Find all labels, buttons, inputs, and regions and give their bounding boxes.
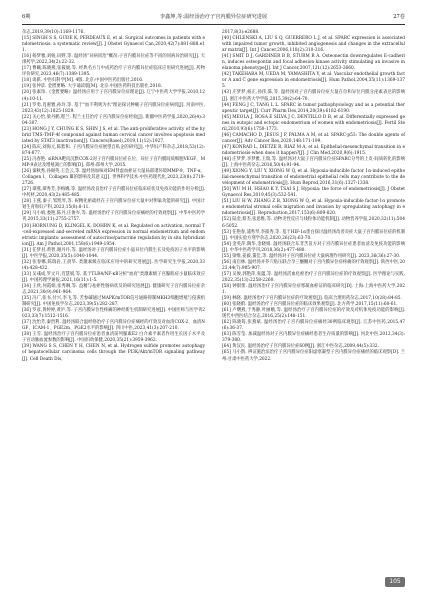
reference-entry: 杂志,2019,39(10):1169-1176. xyxy=(22,30,85,35)
reference-entry: [28] 王燕,秦子,邹凯琴,等. 祝精化瘀疏经在子宫内膜异位症大鼠中对卵巢功能的研究[J]. 中国计划生育和妇产科,2023,15(8):8-11. xyxy=(22,199,205,211)
reference-entry: [29] 马小娟,娄艳,陈丹,庄俊岑,等. 温经汤治疗子宫内膜异位症痛经的疗效观察[J]. 中华中医药学刊,2015,33(11):2755-2757. xyxy=(22,211,205,223)
header-rule xyxy=(22,24,405,25)
reference-entry: [37] 沈怡芳,秦贵利. 温经汤联合温经络治疗子宫内膜异位症痛经的疗效及对血清COX-2、血清NGF、ICAM-1、PGE2m、PGE2水平的影响[J]. 四川中医,2023,41(3):207-210. xyxy=(22,320,205,332)
reference-entry: 2017,8(3):e2688. xyxy=(222,30,260,35)
reference-entry: [30] HORNUNG D, KLINGEL K, DOHRN K, et al. Regulated on activation, normal T-cell-expressed and-secreted mRNA expression in normal endometrium and endometriotic implants: assessment of autocrine/paracrine regulation by in situ hybridization[J]. Am J Pathol,2001,158(6):1949-1954. xyxy=(22,223,205,247)
reference-entry: [39] WANG S S, CHEN Y H, CHEN N, et al. Hydrogen sulfide promotes autophagy of hepatocellular carcinoma cells through the PI3K/Akt/mTOR signaling pathway[J]. Cell Death Dis, xyxy=(22,344,205,362)
reference-entry: [62] 陈晓筠,张燕斌. 温经汤治疗子宫内膜异位症痛经30例临床观察[J]. 江苏中医药,2015,47(6):36-37. xyxy=(222,320,405,332)
reference-entry: [48] 庄梦梦,李梦雅,王瑞,等. 温经汤对大鼠子宫内膜异位症SPARC分导的上皮-间质转化的影响[J]. 上海中医药杂志,2016,50(4):91-94. xyxy=(222,156,405,169)
reference-column-right xyxy=(222,30,405,363)
reference-entry: [40] CHLENSKI A, LIU S Q, GUERRERO L J, et al. SPARC expression is associated with impaired tumor growth, inhibited angiogenesis and changes in the extracellular matrix[J]. Int J Cancer,2006,118(2):310-316. xyxy=(222,36,405,54)
reference-entry: [22] 关心怡,梁丹鹤,程兰. 程兰主任治疗子宫内膜异位症经验[J]. 新疆中医药学报,2020,26(4):304-307. xyxy=(22,114,205,126)
reference-entry: [55] 梁维,姜毅,董佳,等. 温经汤对子宫内膜异位症大鼠病理作用研究[J]. 2023,36(36):27-30. xyxy=(222,253,401,259)
page-number: 105 xyxy=(385,577,405,587)
reference-entry: [56] 南启林. 温经汤并芥穴贴压联合孕三醚酮对子宫内膜异位症疼痛的疗效观察[J]. 陕西中医,2023,44(7):905-907. xyxy=(222,259,405,271)
reference-entry: [58] 钟甜蕾. 温经汤治疗子宫内膜异位症寒凝血瘀证的临床研究[D]. 上海:上海中医药大学,2021. xyxy=(222,283,405,296)
reference-entry: [60] 张晓蔚. 温经汤治疗子宫内膜异位症的临床效果观察[J]. 北方药学,2017,15(11):60-61. xyxy=(222,302,398,308)
reference-entry: [38] 王雪. 温经汤治疗子宫内膜异位症患者血清前列腺素E2 白介素平素者作用生长因子水平及子宫动脉血流参数的影响[J]. 中国妇幼保健,2020,35(21):3959-3962. xyxy=(22,332,205,344)
reference-entry: [32] 张春娜,陈瑞岩,王晨华. 类激素级在临床应用中的研究进展[J]. 医学研究生学报,2020,33(4):428-432. xyxy=(22,259,205,271)
reference-entry: [18] 谈骐. 中医妇科学[M]. 4版. 北京:中国中医药出版社,2016. xyxy=(22,78,144,84)
reference-entry: [47] KONRAD L, DIETZE R, RIAZ M A, et al. Epithelial-mesenchymal transition in endometriosis-when does it happen?[J]. J Clin Med,2020,9(6):1915. xyxy=(222,144,405,156)
reference-entry: [26] 秦秋秀,孙锡英,王会云,等. 温经汤加味对EM肾虚血瘀证大鼠局部诸环境MMP-9、TNF-α、Collagen Ⅰ、Collagen Ⅲ的影响及其意义[J]. 世界科学技术-中医药现代化,2023,23(8):2719-2726. xyxy=(22,169,205,187)
reference-entry: [17] 曹曦,陈晓燕,张筱媛,等. 经典名方与中成药治疗子宫内膜异位症临床应用研究进展[J]. 药物评价研究,2023,46(7):1389-1395. xyxy=(22,66,205,78)
reference-entry: [33] 吴彧成,罗文开,肖慧斌,等. 基于TLR4/NF-κB分析"血府"类激素级子宫腺肌症小鼠临床效应[J]. 中国药理学通报,2021,16(11):1-5. xyxy=(22,271,205,283)
volume-label: 27卷 xyxy=(393,14,405,20)
reference-entry: [61] 卢曙燕,于秀静,叶丽娥,等. 温经汤治疗子宫内膜异位症的疗效及对机体免疫功能的影响[J]. 现代中西医结合杂志,2016,25(2):148-151. xyxy=(222,308,405,320)
reference-column-left xyxy=(22,30,205,363)
reference-entry: [41] SMIT D J, GARDINER B B, STURM R A. Osteonectin downregulates E-cadherin, induces osteopontin and focal adhesion kinase activity stimulating an invasive melanoma phenotype[J]. Int J Cancer,2007,121(12):2653-2660. xyxy=(222,54,405,72)
reference-entry: [64] 黄汉民. 温经汤治疗子宫内膜异位症60例[J]. 浙江中医杂志,2009,44(5):332. xyxy=(222,344,379,350)
reference-entry: [19] 张仲景. 金匮要略. 大字诵读版[M]. 北京:中国医药科技出版社,2018. xyxy=(22,84,163,90)
running-title: 李鑫坤,等:温经汤治疗子宫内膜异位症研究进展 xyxy=(159,14,268,20)
reference-entry: [53] 任艳春,浦秀琴,李筱秀,等. 基于HIF-1α蛋白探讨温经汤改善炎症大鼠子宫内膜异位症的机制[J]. 中国实验方剂学杂志,2020,26(23):63-70. xyxy=(222,229,405,241)
reference-entry: [16] 杨梦雅,刘杨,田野,等. 温经汤"异病同治"概况:子宫内膜异位症等不同的同病异治研究[J]. 天津药学,2022,34(2):22-32. xyxy=(22,54,205,66)
reference-entry: [27] 谭燕,谭秀芳,李梅娜,等. 温经汤改良治疗子宫内膜异位症临床症状及免疫功能的作用分析[J]. 中药材,2020,43(2):485-485. xyxy=(22,187,205,199)
reference-entry: [43] 庄梦梦,杨正,孙伟,陈,等. 温经汤对子宫内膜异位症大鼠在位和异位内膜分泌素表达的影响[J]. 浙江中医药大学学报,2015,39(2):64-70. xyxy=(222,90,405,102)
reference-entry: [50] WU M H, HSIAO K Y, TSAI S J. Hypoxia: the force of endometriosis[J]. J Obstet Gynaecol Res,2019,45(3):532-541. xyxy=(222,187,405,199)
reference-entry: [31] 任梦君,黄智,谢丹丹,等. 温经汤对子宫内膜异位症小鼠异位内膜生长及免疫因子水平的影响[J]. 中医学报,2020,35(5):1040-1044. xyxy=(22,247,205,259)
reference-entry: [52] 陆金,蔡杰,张思维,等. 动物炎性反应与线粒体功能机制[J]. 动物营养学报,2020,32(11):5046-5052. xyxy=(222,217,405,229)
reference-entry: [20] 张素珍.《金匮要略》温经汤应用于子宫内膜异位症理论[J]. 辽宁中医药大学学报,2010,12(4):10-11. xyxy=(22,90,205,102)
reference-entry: [23] HONG J Y, CHUNG K S, SHIN J S, et al. The anti-proliferative activity of the hybrid TMS-TMF-4f compound against human cervical cancer involves apoptosis mediated by STAT3 inactivation[J]. Cancers(Basel),2019,11(12):1927. xyxy=(22,126,205,144)
reference-entry: [46] CAMACHO D, JESUS J P, PALMA A M, et al. SPARC-p53: The double agents of cancer[J]. Adv Cancer Res,2020,148:171-199. xyxy=(222,132,405,144)
reference-entry: [34] 王欣,何霞娟,张秀琳,等. 益精与祛瘀性肠病状及的研究进展[J]. 健康研究子宫内膜异位症杂志,2021,30(9):961-964. xyxy=(22,283,205,296)
reference-entry: [65] 马小鹊. 辨证施治法治疗子宫内膜异位症阳虚寒凝型子宫内膜异位症痛经的临床观察[D]. 兰州:甘肃中医药大学,2022. xyxy=(222,350,405,362)
reference-entry: [36] 罗彦,黄婷婷,黄庐,等. 子宫内膜异位性疼痛的神经新生机制研究进展[J]. 中国医师与医学刊2023,33(7):1512-1516. xyxy=(22,308,205,320)
issue-label: 6期 xyxy=(22,14,31,20)
reference-entry: [24] 陈庆,刘海元,陈紫和. 子宫内膜异位症展望自私企的研究[J]. 中华妇产科杂志,2018,53(12):874-877. xyxy=(22,144,205,156)
reference-entry: [35] 冯广,张书,付兴,李飞,等. 苦参碱通过MAPK/mTOR信号通路抑制MKH3细胞增殖与侵袭机制研究[J]. 中国免疫学杂志,2023,39(5):282-287. xyxy=(22,296,205,308)
reference-entry: [59] 林晓. 温经汤治疗子宫内膜异位症的疗效观察[J]. 临床合理用药杂志,2017,10(28):84-85. xyxy=(222,296,402,302)
running-header xyxy=(22,13,405,23)
reference-entry: [57] 吴俊,郭艳萍,张蕴,等. 温经汤活血化瘀治疗子宫内膜异位症的疗效观察[J]. 医学理论与实践,2022,35(13):2258-2260. xyxy=(222,271,405,283)
reference-entry: [63] 陈雪莹. 加减温经汤对子宫内膜异位症痛经患者生存质量的影响[J]. 河北中医,2012,34(3):379-380. xyxy=(222,332,405,344)
reference-entry: [44] FENG J C, TANG L L. SPARC in tumor pathophysiology and as a potential therapeutic target[J]. Curr Pharm Des,2014,20(39):6182-6190. xyxy=(222,102,405,114)
reference-entry: [25] 冯春艳. siRNA靶向沉默COX-2对子宫内膜异位症在位、异位子宫内膜间质细胞VEGF、MMP-9表达及增殖凋亡的影响[D]. 郑州:郑州大学,2015. xyxy=(22,156,205,169)
reference-entry: [42] TAKEHARA M, UEDA M, YAMASHITA Y, et al. Vascular endothelial growth factor A and C gene expression in endometriosis[J]. Hum Pathol,2004,35(11):1369-1375. xyxy=(222,72,405,90)
reference-entry: [21] 罗勇,肖惠雅,孙玲,等. 基于"血不利则为水"理论探讨肿瘤子宫内膜异位症病机[J]. 河南中医,2023,43(12):1825-1829. xyxy=(22,102,205,114)
reference-entry: [45] MEOLA J, ROSA E SILVA J C, DENTILLO D B, et al. Differentially expressed genes in eutopic and ectopic endometrium of women with endometriosis[J]. Fertil Steril,2010,93(6):1750-1773. xyxy=(222,114,405,132)
reference-entry: [54] 金英萍,陶华,金晓娟. 温经汤联合东非苦苗方对子宫内膜异位症患者血清及免疫功能的影响[J]. 中华中医药学刊,2018,36(2):477-480. xyxy=(222,241,405,253)
reference-entry: [51] LIU H W, ZHANG Z B, XIONG W Q, et al. Hypoxia-inducible factor-1α promotes endometrial stromal cells migration and invasion by upregulating autophagy in endometriosis[J]. Reproduction,2017,153(6):809-820. xyxy=(222,199,405,217)
reference-entry: [49] XIONG Y, LIU Y, XIONG W Q, et al. Hypoxia-inducible factor 1α-induced epithelial-mesenchymal transition of endometrial epithelial cells may contribute to the development of endometriosis[J]. Hum Reprod,2016,31(6):1327-1338. xyxy=(222,169,405,187)
reference-entry: [15] SINGH S S, GUDE K, PERDEAUX E, et al. Surgical outcomes in patients with endometriosis: a systematic review[J]. J Obstet Gynaecol Can,2020,42(7):881-888.e11. xyxy=(22,36,205,54)
